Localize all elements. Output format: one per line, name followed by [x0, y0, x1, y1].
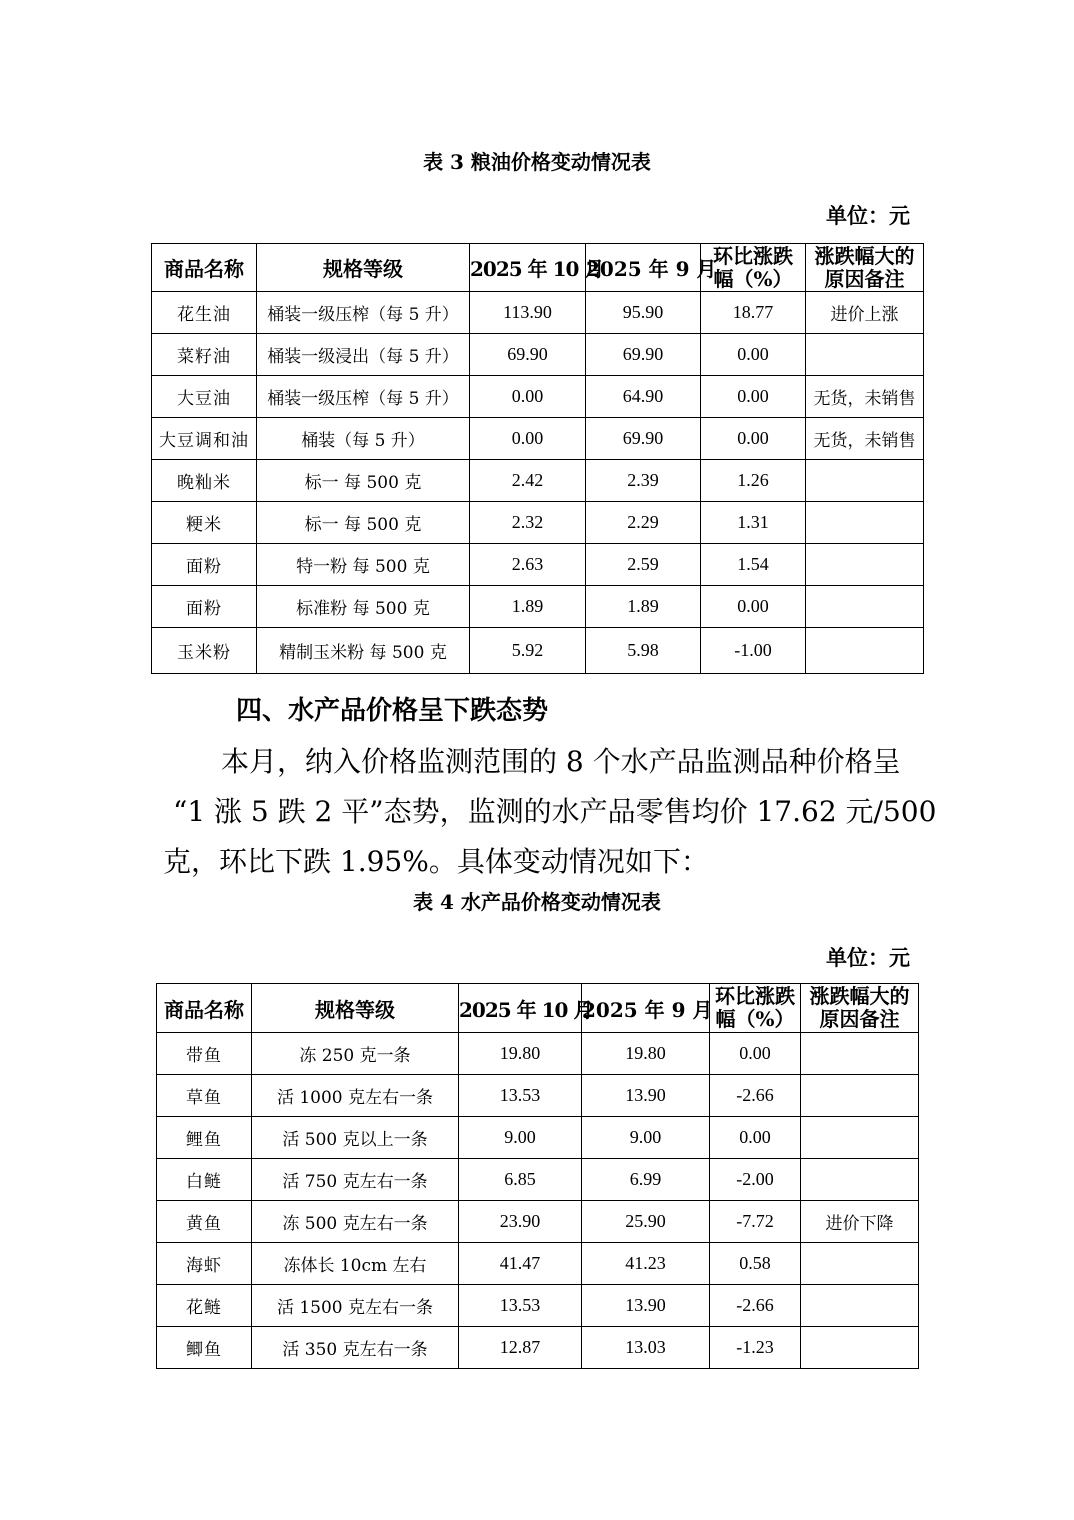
cell-note	[801, 1327, 919, 1369]
cell-sep: 13.90	[582, 1285, 710, 1327]
cell-note	[806, 502, 924, 544]
cell-note	[801, 1117, 919, 1159]
header-sep: 2025 年 9 月	[586, 244, 701, 292]
table4-caption: 表 4 水产品价格变动情况表	[413, 890, 661, 914]
cell-sep: 5.98	[586, 628, 701, 674]
table3	[151, 243, 924, 674]
header-oct: 2025 年 10 月	[470, 244, 586, 292]
table-row	[152, 544, 924, 586]
header-change	[701, 244, 806, 292]
section4-heading: 四、水产品价格呈下跌态势	[236, 696, 549, 726]
cell-name: 花生油	[152, 292, 257, 334]
cell-name: 带鱼	[157, 1033, 252, 1075]
cell-sep: 1.89	[586, 586, 701, 628]
cell-sep: 2.29	[586, 502, 701, 544]
cell-name: 草鱼	[157, 1075, 252, 1117]
cell-sep: 95.90	[586, 292, 701, 334]
cell-oct: 9.00	[459, 1117, 582, 1159]
cell-spec: 活 1500 克左右一条	[252, 1285, 459, 1327]
cell-spec: 桶装（每 5 升）	[257, 418, 470, 460]
table-row	[157, 1117, 919, 1159]
table3-caption: 表 3 粮油价格变动情况表	[423, 150, 651, 174]
table3-unit: 单位：元	[826, 203, 910, 228]
header-change-line1: 环比涨跌	[715, 984, 795, 1008]
cell-sep: 69.90	[586, 334, 701, 376]
table-row	[157, 1201, 919, 1243]
cell-oct: 12.87	[459, 1327, 582, 1369]
cell-change: 0.00	[701, 418, 806, 460]
cell-name: 晚籼米	[152, 460, 257, 502]
table-row	[157, 1075, 919, 1117]
cell-oct: 19.80	[459, 1033, 582, 1075]
table-row	[152, 586, 924, 628]
table-row	[157, 1327, 919, 1369]
cell-name: 黄鱼	[157, 1201, 252, 1243]
cell-spec: 标一 每 500 克	[257, 460, 470, 502]
cell-note: 进价上涨	[806, 292, 924, 334]
cell-note: 无货，未销售	[806, 418, 924, 460]
cell-spec: 桶装一级压榨（每 5 升）	[257, 376, 470, 418]
cell-oct: 5.92	[470, 628, 586, 674]
cell-oct: 1.89	[470, 586, 586, 628]
cell-spec: 桶装一级压榨（每 5 升）	[257, 292, 470, 334]
cell-spec: 活 500 克以上一条	[252, 1117, 459, 1159]
cell-note	[806, 544, 924, 586]
cell-name: 粳米	[152, 502, 257, 544]
header-note-line2: 原因备注	[819, 1007, 900, 1031]
cell-oct: 69.90	[470, 334, 586, 376]
cell-sep: 2.39	[586, 460, 701, 502]
cell-note	[801, 1159, 919, 1201]
cell-oct: 13.53	[459, 1075, 582, 1117]
cell-spec: 活 350 克左右一条	[252, 1327, 459, 1369]
cell-note	[806, 460, 924, 502]
cell-note	[806, 586, 924, 628]
table-row	[152, 334, 924, 376]
table-row	[157, 1033, 919, 1075]
cell-change: -2.00	[710, 1159, 801, 1201]
cell-note	[806, 628, 924, 674]
cell-change: -2.66	[710, 1075, 801, 1117]
header-change-line1: 环比涨跌	[713, 243, 793, 268]
cell-change: -7.72	[710, 1201, 801, 1243]
cell-name: 花鲢	[157, 1285, 252, 1327]
cell-name: 面粉	[152, 544, 257, 586]
cell-change: 0.00	[701, 376, 806, 418]
cell-change: 18.77	[701, 292, 806, 334]
table-row	[152, 376, 924, 418]
cell-name: 大豆油	[152, 376, 257, 418]
cell-oct: 113.90	[470, 292, 586, 334]
table-row	[152, 292, 924, 334]
cell-oct: 2.42	[470, 460, 586, 502]
cell-change: 1.54	[701, 544, 806, 586]
cell-note	[806, 334, 924, 376]
header-note	[806, 244, 924, 292]
cell-sep: 6.99	[582, 1159, 710, 1201]
table-row	[157, 1159, 919, 1201]
header-spec: 规格等级	[252, 984, 459, 1033]
cell-change: -1.00	[701, 628, 806, 674]
cell-change: 1.26	[701, 460, 806, 502]
table-row	[152, 502, 924, 544]
cell-spec: 活 750 克左右一条	[252, 1159, 459, 1201]
paragraph-line-2: “1 涨 5 跌 2 平”态势，监测的水产品零售均价 17.62 元/500	[173, 795, 937, 828]
cell-sep: 25.90	[582, 1201, 710, 1243]
header-name: 商品名称	[152, 244, 257, 292]
paragraph-line-3: 克，环比下跌 1.95%。具体变动情况如下：	[163, 845, 709, 878]
paragraph-line-1: 本月，纳入价格监测范围的 8 个水产品监测品种价格呈	[221, 745, 901, 778]
cell-spec: 冻体长 10cm 左右	[252, 1243, 459, 1285]
cell-spec: 精制玉米粉 每 500 克	[257, 628, 470, 674]
cell-change: 0.58	[710, 1243, 801, 1285]
table4-unit: 单位：元	[826, 945, 910, 970]
cell-spec: 冻 500 克左右一条	[252, 1201, 459, 1243]
cell-spec: 标一 每 500 克	[257, 502, 470, 544]
cell-spec: 桶装一级浸出（每 5 升）	[257, 334, 470, 376]
cell-sep: 41.23	[582, 1243, 710, 1285]
table-row	[152, 460, 924, 502]
cell-name: 鲫鱼	[157, 1327, 252, 1369]
cell-sep: 19.80	[582, 1033, 710, 1075]
cell-oct: 0.00	[470, 418, 586, 460]
table-row	[157, 1243, 919, 1285]
header-name: 商品名称	[157, 984, 252, 1033]
cell-oct: 13.53	[459, 1285, 582, 1327]
cell-oct: 6.85	[459, 1159, 582, 1201]
cell-note: 无货，未销售	[806, 376, 924, 418]
header-note-line1: 涨跌幅大的	[809, 984, 910, 1008]
table4-header-row	[157, 984, 919, 1033]
cell-change: 1.31	[701, 502, 806, 544]
cell-spec: 冻 250 克一条	[252, 1033, 459, 1075]
table-row	[157, 1285, 919, 1327]
cell-name: 菜籽油	[152, 334, 257, 376]
cell-sep: 13.90	[582, 1075, 710, 1117]
cell-oct: 41.47	[459, 1243, 582, 1285]
cell-name: 玉米粉	[152, 628, 257, 674]
header-change-line2: 幅（%）	[713, 266, 793, 291]
cell-oct: 2.63	[470, 544, 586, 586]
cell-change: 0.00	[710, 1033, 801, 1075]
cell-name: 白鲢	[157, 1159, 252, 1201]
cell-sep: 64.90	[586, 376, 701, 418]
header-note	[801, 984, 919, 1033]
cell-change: 0.00	[701, 586, 806, 628]
header-oct: 2025 年 10 月	[459, 984, 582, 1033]
cell-sep: 13.03	[582, 1327, 710, 1369]
header-change-line2: 幅（%）	[715, 1007, 795, 1031]
table-row	[152, 628, 924, 674]
cell-spec: 标准粉 每 500 克	[257, 586, 470, 628]
cell-sep: 9.00	[582, 1117, 710, 1159]
cell-change: -1.23	[710, 1327, 801, 1369]
cell-sep: 69.90	[586, 418, 701, 460]
cell-name: 鲤鱼	[157, 1117, 252, 1159]
cell-sep: 2.59	[586, 544, 701, 586]
header-spec: 规格等级	[257, 244, 470, 292]
header-note-line1: 涨跌幅大的	[814, 243, 915, 268]
table-row	[152, 418, 924, 460]
table4	[156, 983, 919, 1369]
cell-note	[801, 1075, 919, 1117]
header-note-line2: 原因备注	[824, 266, 905, 291]
cell-note	[801, 1243, 919, 1285]
header-sep: 2025 年 9 月	[582, 984, 710, 1033]
cell-name: 面粉	[152, 586, 257, 628]
cell-change: 0.00	[701, 334, 806, 376]
cell-change: 0.00	[710, 1117, 801, 1159]
cell-oct: 0.00	[470, 376, 586, 418]
cell-spec: 特一粉 每 500 克	[257, 544, 470, 586]
table3-header-row	[152, 244, 924, 292]
header-change	[710, 984, 801, 1033]
cell-spec: 活 1000 克左右一条	[252, 1075, 459, 1117]
cell-note	[801, 1033, 919, 1075]
cell-name: 大豆调和油	[152, 418, 257, 460]
cell-note	[801, 1285, 919, 1327]
cell-change: -2.66	[710, 1285, 801, 1327]
cell-note: 进价下降	[801, 1201, 919, 1243]
cell-name: 海虾	[157, 1243, 252, 1285]
cell-oct: 23.90	[459, 1201, 582, 1243]
cell-oct: 2.32	[470, 502, 586, 544]
